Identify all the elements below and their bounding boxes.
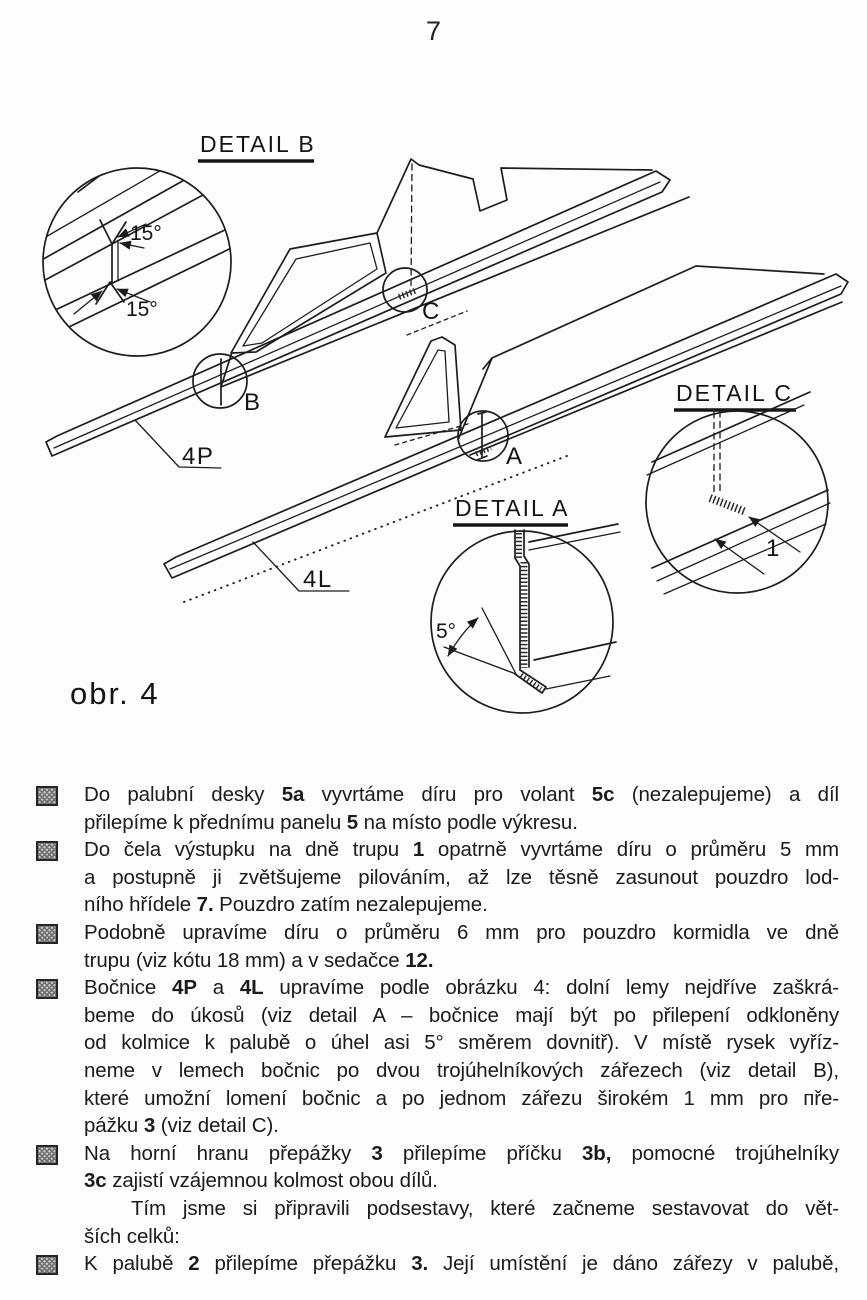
text-run: a postupně ji zvětšujeme pilováním, až lze těsně zasunout pouzdro lod- — [84, 865, 839, 889]
figure-obr-4 — [0, 90, 867, 755]
bullet-square-icon — [36, 979, 58, 999]
leader-4l — [253, 542, 349, 591]
angle-5-label: 5° — [436, 620, 457, 643]
instruction-item — [36, 1250, 839, 1278]
part-4l-label: 4L — [303, 566, 333, 593]
slot-hatch — [710, 498, 746, 512]
text-line — [84, 919, 839, 947]
text-run: pážku — [84, 1114, 144, 1138]
figure-line — [78, 130, 160, 192]
text-run: Podobně upravíme díru o průměru 6 mm pro pouzdro kormidla ve dně — [84, 920, 839, 944]
part-reference: 3 — [371, 1141, 383, 1165]
text-run: Na horní hranu přepážky — [84, 1141, 372, 1165]
text-run: neme v lemech bočnic po dvou trojúhelníkových zářezech (viz detail B), — [84, 1058, 839, 1082]
panel-4l — [164, 266, 848, 602]
text-line — [84, 1057, 839, 1085]
label-4p — [135, 420, 221, 470]
part-reference: 5c — [591, 783, 615, 806]
callout-b-label: B — [244, 389, 261, 416]
bullet-square-icon — [36, 1255, 58, 1275]
text-run: ního hřídele — [84, 893, 197, 917]
text-line — [84, 864, 839, 892]
text-line — [84, 1167, 839, 1195]
instruction-item — [36, 781, 839, 836]
instruction-text — [84, 781, 839, 836]
bullet-square-icon — [36, 786, 58, 806]
text-run: trupu (viz kótu 18 mm) a v sedačce — [84, 948, 406, 972]
label-4l — [253, 542, 349, 593]
section-foot — [515, 670, 546, 693]
text-run: zajistí vzájemnou kolmost obou dílů. — [106, 1169, 438, 1193]
angle-15-top: 15° — [130, 222, 162, 245]
detail-b-label: DETAIL B — [200, 131, 316, 157]
text-run: opatrně vyvrtáme díru o průměru 5 mm — [424, 838, 839, 862]
text-run: Do čela výstupku na dně trupu — [84, 838, 413, 862]
part-reference: 3. — [411, 1252, 429, 1276]
text-line — [84, 1002, 839, 1030]
figure-line — [534, 642, 616, 660]
part-reference: 3 — [143, 1114, 156, 1138]
gusset-4l-inner — [396, 350, 449, 428]
instruction-item — [36, 974, 839, 1140]
text-run: přilepíme přepážku — [199, 1252, 412, 1276]
text-run: které umožní lomení bočnic a po jednom zářezu širokém 1 mm pro пře- — [84, 1086, 839, 1110]
text-line — [84, 1250, 839, 1278]
top-edge-4p — [377, 159, 473, 233]
fold-dash-4p — [411, 164, 412, 286]
part-reference: 1 — [412, 838, 425, 862]
instruction-list — [36, 781, 839, 1278]
text-run: Bočnice — [84, 976, 173, 1000]
text-run: přilepíme k přednímu panelu — [84, 810, 347, 834]
part-reference: 2 — [188, 1252, 200, 1276]
angle-15-bottom: 15° — [126, 298, 158, 321]
text-run: pomocné trojúhelníky — [611, 1141, 839, 1165]
text-run: přilepíme příčku — [382, 1141, 582, 1165]
notch-top — [100, 220, 126, 244]
text-run: beme do úkosů (viz detail A – bočnice mají být po přilepení odkloněny — [84, 1003, 839, 1027]
bullet-square-icon — [36, 924, 58, 944]
instruction-text — [84, 974, 839, 1140]
flange-edge-4l — [470, 302, 842, 455]
detail-c-label: DETAIL C — [676, 380, 793, 406]
paragraph — [36, 1195, 839, 1250]
instruction-text — [84, 1140, 839, 1195]
instruction-item — [36, 1140, 839, 1195]
text-line — [84, 1112, 839, 1140]
text-run: a — [196, 976, 240, 1000]
instruction-text — [84, 1250, 839, 1278]
part-reference: 12. — [405, 948, 434, 972]
text-run: K palubě — [84, 1252, 189, 1276]
text-run: na místo podle výkresu. — [358, 810, 578, 834]
text-run: Pouzdro zatím nezalepujeme. — [213, 893, 488, 917]
text-line — [84, 1029, 839, 1057]
text-run: Její umístění je dáno zářezy v palubě, — [428, 1252, 839, 1276]
bullet-square-icon — [36, 841, 58, 861]
text-run: (viz detail C). — [155, 1114, 279, 1138]
figure-line — [38, 238, 252, 342]
figure-line — [664, 524, 826, 594]
figure-caption: obr. 4 — [70, 676, 160, 711]
text-run: Tím jsme si připravili podsestavy, které začneme sestavovat do vět- — [131, 1196, 839, 1220]
part-reference: 4P — [172, 976, 197, 1000]
page-number: 7 — [425, 16, 442, 46]
detail-a — [431, 495, 620, 713]
detail-a-label: DETAIL A — [455, 495, 570, 521]
text-line — [84, 781, 839, 809]
text-line — [84, 1195, 839, 1223]
callout-a-label: A — [506, 443, 523, 470]
section-edge-left — [515, 530, 520, 670]
part-4p-label: 4P — [182, 443, 215, 470]
figure-line — [38, 150, 238, 262]
instruction-item — [36, 919, 839, 974]
part-reference: 3b, — [581, 1141, 612, 1165]
text-line — [84, 947, 839, 975]
instruction-text — [84, 836, 839, 919]
part-reference: 5 — [346, 810, 359, 834]
figure-line — [482, 608, 516, 674]
text-run: Do palubní desky — [84, 783, 282, 806]
text-run: (nezalepujeme) a díl — [614, 783, 840, 806]
flange-edge-4p — [221, 197, 689, 387]
detail-b — [30, 116, 316, 356]
detail-c — [646, 380, 830, 594]
text-line — [84, 1085, 839, 1113]
figure-line — [444, 647, 516, 674]
text-run: upravíme podle obrázku 4: dolní lemy nejdříve zaškrá- — [263, 976, 839, 1000]
part-reference: 5a — [281, 783, 305, 806]
text-line — [84, 1140, 839, 1168]
text-run: ších celků: — [84, 1224, 180, 1248]
part-reference: 7. — [196, 893, 214, 917]
text-line — [84, 836, 839, 864]
text-run: vyvrtáme díru pro volant — [304, 783, 592, 806]
text-run: od kolmice k palubě o úhel asi 5° směrem dovnitř). V místě rysek vyříz- — [84, 1031, 839, 1055]
text-line — [84, 1223, 839, 1251]
figure-line — [657, 503, 830, 581]
figure-line — [546, 676, 610, 689]
part-reference: 4L — [239, 976, 264, 1000]
figure-line — [148, 116, 160, 130]
instruction-text — [84, 919, 839, 974]
callout-c-label: C — [422, 298, 440, 325]
dimension-1-label: 1 — [766, 535, 780, 562]
instruction-text — [84, 1195, 839, 1250]
instruction-item — [36, 836, 839, 919]
part-reference: 3c — [84, 1169, 107, 1193]
text-line — [84, 974, 839, 1002]
bullet-square-icon — [36, 1145, 58, 1165]
text-line — [84, 809, 839, 837]
text-line — [84, 891, 839, 919]
